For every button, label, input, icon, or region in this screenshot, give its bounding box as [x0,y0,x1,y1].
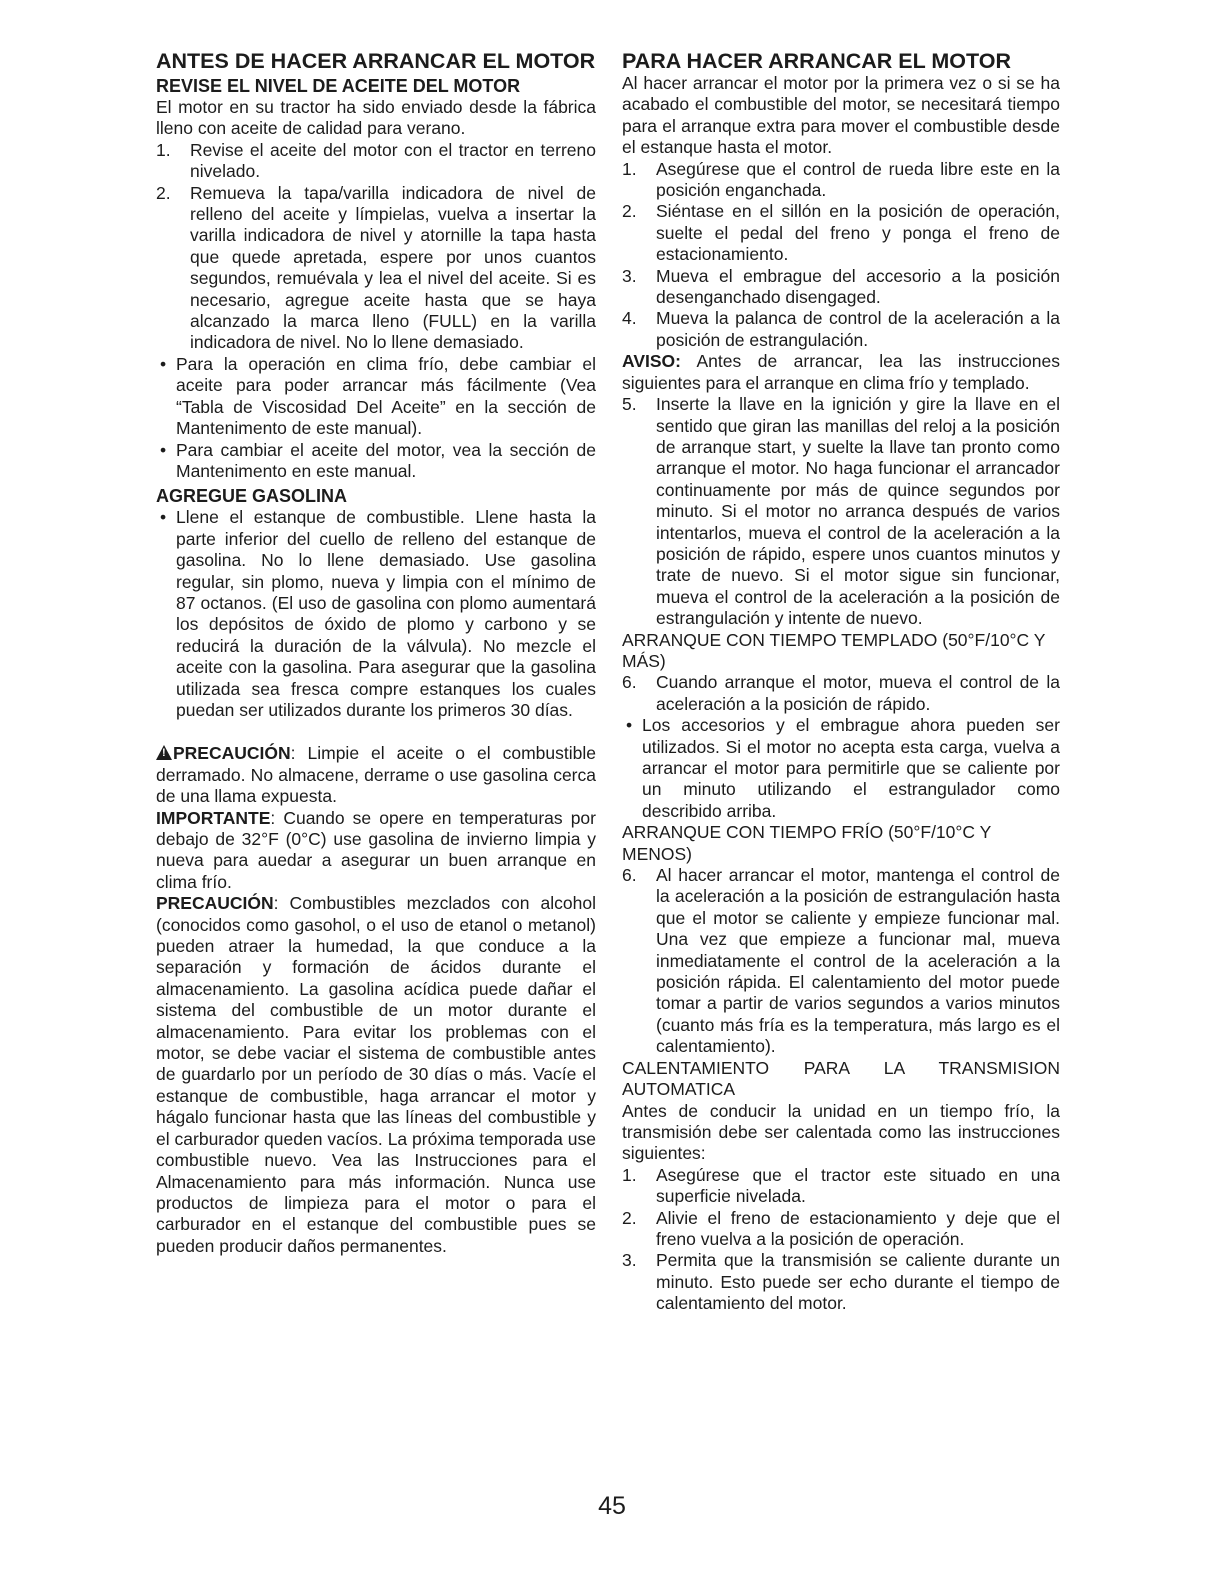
list-marker: 2. [622,1207,637,1228]
list-text: Permita que la transmisión se caliente durante un minuto. Esto puede ser echo durante el tiempo de calentamiento del motor. [656,1250,1060,1314]
transmission-heading: CALENTAMIENTO PARA LA TRANSMISION AUTOMATICA [622,1057,1060,1100]
bullet-text: Para la operación en clima frío, debe cambiar el aceite para poder arrancar más fácilmente (Vea “Tabla de Viscosidad Del Aceite” en la sección de Mantenimento de este manual). [176,353,596,439]
list-item [156,183,596,354]
list-text: Alivie el freno de estacionamiento y deje que el freno vuelva a la posición de operación. [656,1207,1060,1249]
right-column [622,50,1060,1315]
list-marker: 6. [622,865,637,886]
list-marker: 2. [622,201,637,222]
notice-text: Antes de arrancar, lea las instrucciones siguientes para el arranque en clima frío y templado. [622,351,1060,393]
bullet-icon: • [160,439,167,460]
list-text: Revise el aceite del motor con el tractor en terreno nivelado. [190,139,596,182]
important-text: : Cuando se opere en temperaturas por debajo de 32°F (0°C) use gasolina de invierno limpia y nueva para auedar a asegurar un buen arranque en clima frío. [156,807,596,892]
list-text: Remueva la tapa/varilla indicadora de nivel de relleno del aceite y límpielas, vuelva a insertar la varilla indicadora de nivel y atornille la tapa hasta que quede apretada, espere por unos cuantos segundos, remuévala y lea el nivel del aceite. Si es necesario, agregue aceite hasta que se haya alcanzado la marca lleno (FULL) en la varilla indicadora de nivel. No lo llene demasiado. [190,182,596,353]
caution-label: PRECAUCIÓN [173,743,291,764]
bullet-item [156,440,596,483]
important-paragraph [156,808,596,894]
bullet-text: Los accesorios y el embrague ahora pueden ser utilizados. Si el motor no acepta esta carga, vuelva a arrancar el motor para permitirle que se caliente por un minuto utilizando el estrangulador como describido arriba. [642,715,1060,821]
list-text: Cuando arranque el motor, mueva el control de la aceleración a la posición de rápido. [656,672,1060,714]
start-intro: Al hacer arrancar el motor por la primera vez o si se ha acabado el combustible del motor, se necesitará tiempo para el arranque extra para mover el combustible desde el estanque hasta el motor. [622,73,1060,158]
bullet-icon: • [160,353,167,374]
transmission-intro: Antes de conducir la unidad en un tiempo frío, la transmisión debe ser calentada como las instrucciones siguientes: [622,1100,1060,1164]
caution-text: : Combustibles mezclados con alcohol (conocidos como gasohol, o el uso de etanol o metanol) pueden atraer la humedad, la que conduce a la separación y formación de ácidos durante el almacenamiento. La gasolina acídica puede dañar el sistema del combustible de un motor durante el almacenamiento. Para evitar los problemas con el motor, se debe vaciar el sistema de combustible antes de guardarlo por un período de 30 días o más. Vacíe el estanque de combustible, haga arrancar el motor y hágalo funcionar hasta que las líneas del combustible y el carburador queden vacíos. La próxima temporada use combustible nuevo. Vea las Instrucciones para el Almacenamiento para más información. Nunca use productos de limpieza para el motor o para el carburador en el estanque del combustible pues se pueden producir daños permanentes. [156,893,596,1256]
list-item [622,159,1060,202]
caution-text: : Limpie el aceite o el combustible derramado. No almacene, derrame o use gasolina cerca de una llama expuesta. [156,743,596,807]
list-text: Mueva la palanca de control de la aceleración a la posición de estrangulación. [656,308,1060,350]
bullet-item [156,507,596,721]
list-marker: 3. [622,1250,637,1271]
important-label: IMPORTANTE [156,807,271,828]
list-item [622,201,1060,265]
list-text: Inserte la llave en la ignición y gire la llave en el sentido que giran las manillas del reloj a la posición de arranque start, y suelte la llave tan pronto como arranque el motor. No haga funcionar el arrancador continuamente por más de quince segundos por minuto. Si el motor no arranca después de varios intentarlos, mueva el control de la aceleración a la posición de rápido, espere unos cuantos minutos y trate de nuevo. Si el motor sigue sin funcionar, mueva el control de la aceleración a la posición de estrangulación y intente de nuevo. [656,394,1060,629]
list-item [622,266,1060,309]
list-item [622,1165,1060,1208]
list-text: Asegúrese que el tractor este situado en una superficie nivelada. [656,1164,1060,1207]
cold-start-heading: ARRANQUE CON TIEMPO FRÍO (50°F/10°C Y MENOS) [622,822,991,864]
list-item [622,308,1060,351]
list-item [622,394,1060,629]
left-section-title: ANTES DE HACER ARRANCAR EL MOTOR [156,49,596,73]
warm-start-heading: ARRANQUE CON TIEMPO TEMPLADO (50°F/10°C Y MÁS) [622,629,1046,671]
list-text: Asegúrese que el control de rueda libre este en la posición enganchada. [656,158,1060,201]
list-item [622,865,1060,1058]
bullet-text: Para cambiar el aceite del motor, vea la sección de Mantenimento en este manual. [176,439,596,481]
bullet-icon: • [160,507,167,528]
list-item [622,1250,1060,1314]
list-text: Mueva el embrague del accesorio a la posición desenganchado disengaged. [656,265,1060,308]
list-item [156,140,596,183]
right-section-title: PARA HACER ARRANCAR EL MOTOR [622,49,1011,73]
list-item [622,1208,1060,1251]
bullet-text: Llene el estanque de combustible. Llene hasta la parte inferior del cuello de relleno del estanque de gasolina. No lo llene demasiado. Use gasolina regular, sin plomo, nueva y limpia con el mínimo de 87 octanos. (El uso de gasolina con plomo aumentará los depósitos de óxido de plomo y carbono y se reducirá la duración de la válvula). No mezcle el aceite con la gasolina. Para asegurar que la gasolina utilizada sea fresca compre estanques los cuales puedan ser utilizados durante los primeros 30 días. [176,507,596,720]
list-marker: 1. [622,1164,637,1185]
bullet-item [156,354,596,440]
left-column [156,50,596,1257]
list-text: Siéntase en el sillón en la posición de operación, suelte el pedal del freno y ponga el freno de estacionamiento. [656,201,1060,265]
caution-alcohol-paragraph [156,893,596,1257]
list-marker: 1. [622,158,637,179]
warning-triangle-icon: ! [156,745,172,760]
list-marker: 1. [156,139,171,160]
caution-label: PRECAUCIÓN [156,893,274,914]
list-item [622,672,1060,715]
list-marker: 3. [622,265,637,286]
list-marker: 2. [156,182,171,203]
caution-paragraph [156,743,596,807]
list-text: Al hacer arrancar el motor, mantenga el control de la aceleración a la posición de estrangulación hasta que el motor se caliente y empieze funcionar mal. Una vez que empieze a funcionar mal, mueva inmediatamente el control de la aceleración a la posición rápida. El calentamiento del motor puede tomar a partir de varios segundos a varios minutos (cuanto más fría es la temperatura, más largo es el calentamiento). [656,865,1060,1057]
list-marker: 6. [622,672,637,693]
bullet-icon: • [626,715,633,736]
notice-paragraph [622,351,1060,394]
list-marker: 5. [622,394,637,415]
oil-intro: El motor en su tractor ha sido enviado desde la fábrica lleno con aceite de calidad para verano. [156,97,596,139]
bullet-item [622,715,1060,822]
list-marker: 4. [622,308,637,329]
add-fuel-heading: AGREGUE GASOLINA [156,486,348,507]
page-number: 45 [598,1492,626,1520]
notice-label: AVISO: [622,351,681,372]
oil-check-heading: REVISE EL NIVEL DE ACEITE DEL MOTOR [156,76,521,96]
